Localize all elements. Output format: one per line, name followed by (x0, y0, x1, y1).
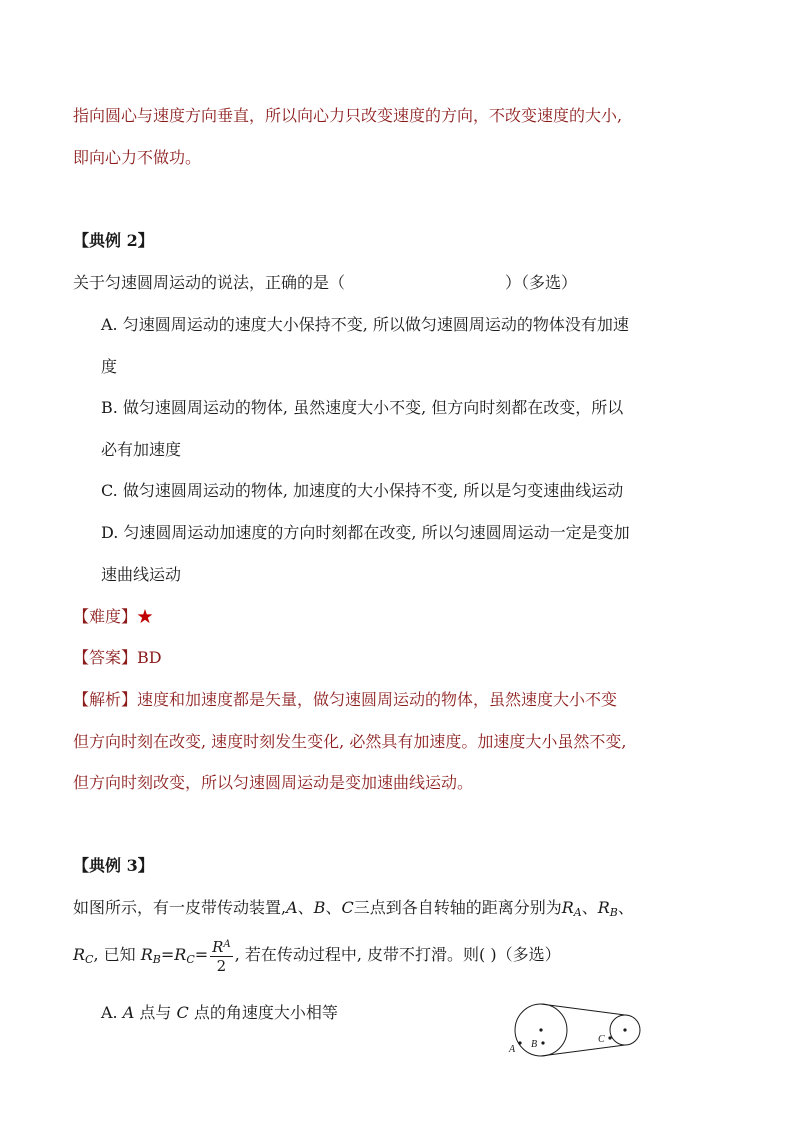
point-b-dot (541, 1041, 544, 1044)
option-a-line-2: 度 (101, 357, 118, 376)
star-icon: ★ (137, 607, 154, 626)
intro-line-2: 即向心力不做功。 (73, 148, 202, 167)
point-a-dot (518, 1041, 521, 1044)
belt-bottom (541, 1045, 625, 1056)
option-a-line-1: A. 匀速圆周运动的速度大小保持不变, 所以做匀速圆周运动的物体没有加速 (101, 315, 629, 334)
analysis-line-1 (73, 690, 617, 710)
analysis-line-2: 但方向时刻在改变, 速度时刻发生变化, 必然具有加速度。加速度大小虽然不变, (73, 732, 627, 751)
label-a: A (509, 1044, 516, 1055)
example-3-line-2: $R_C$, 已知 $R_B=R_C=$ $\frac{R^A}{2}$ , 若在传动过程中, 皮带不打滑。则( )（多选） (73, 938, 561, 975)
example-2-question (73, 273, 577, 293)
difficulty (73, 607, 153, 627)
option-c-line-1: C. 做匀速圆周运动的物体, 加速度的大小保持不变, 所以是匀变速曲线运动 (101, 481, 624, 500)
option-b-line-1: B. 做匀速圆周运动的物体, 虽然速度大小不变, 但方向时刻都在改变，所以 (101, 398, 624, 417)
point-c-dot (608, 1036, 611, 1039)
example-3-option-a: A. A 点与 C 点的角速度大小相等 (101, 1003, 338, 1022)
difficulty-label: 【难度】 (73, 607, 138, 626)
example-3-line-1: 如图所示，有一皮带传动装置,A、B、C三点到各自转轴的距离分别为$R_A$、$R_B$、 (73, 898, 634, 919)
small-pulley-axle (623, 1028, 626, 1031)
analysis-label: 【解析】 (73, 690, 138, 709)
example-3-header: 【典例 3】 (73, 856, 154, 875)
analysis-text-1: 速度和加速度都是矢量，做匀速圆周运动的物体，虽然速度大小不变 (137, 690, 618, 709)
example-2-header: 【典例 2】 (73, 231, 154, 250)
intro-line-1: 指向圆心与速度方向垂直，所以向心力只改变速度的方向，不改变速度的大小, (73, 106, 623, 125)
label-b: B (531, 1039, 538, 1050)
option-b-line-2: 必有加速度 (101, 440, 182, 459)
option-d-line-1: D. 匀速圆周运动加速度的方向时刻都在改变, 所以匀速圆周运动一定是变加 (101, 523, 630, 542)
answer-value: BD (137, 648, 162, 667)
option-d-line-2: 速曲线运动 (101, 565, 182, 584)
analysis-line-3: 但方向时刻改变，所以匀速圆周运动是变加速曲线运动。 (73, 773, 474, 792)
answer-label: 【答案】 (73, 648, 138, 667)
question-suffix: ）（多选） (505, 273, 578, 292)
large-pulley-axle (539, 1028, 542, 1031)
label-c: C (598, 1034, 605, 1045)
fraction-ra-over-2: $\frac{R^A}{2}$ (212, 938, 231, 975)
answer (73, 648, 162, 668)
belt-top (541, 1004, 625, 1015)
question-prefix: 关于匀速圆周运动的说法，正确的是（ (73, 273, 346, 292)
belt-drive-figure (500, 995, 650, 1065)
